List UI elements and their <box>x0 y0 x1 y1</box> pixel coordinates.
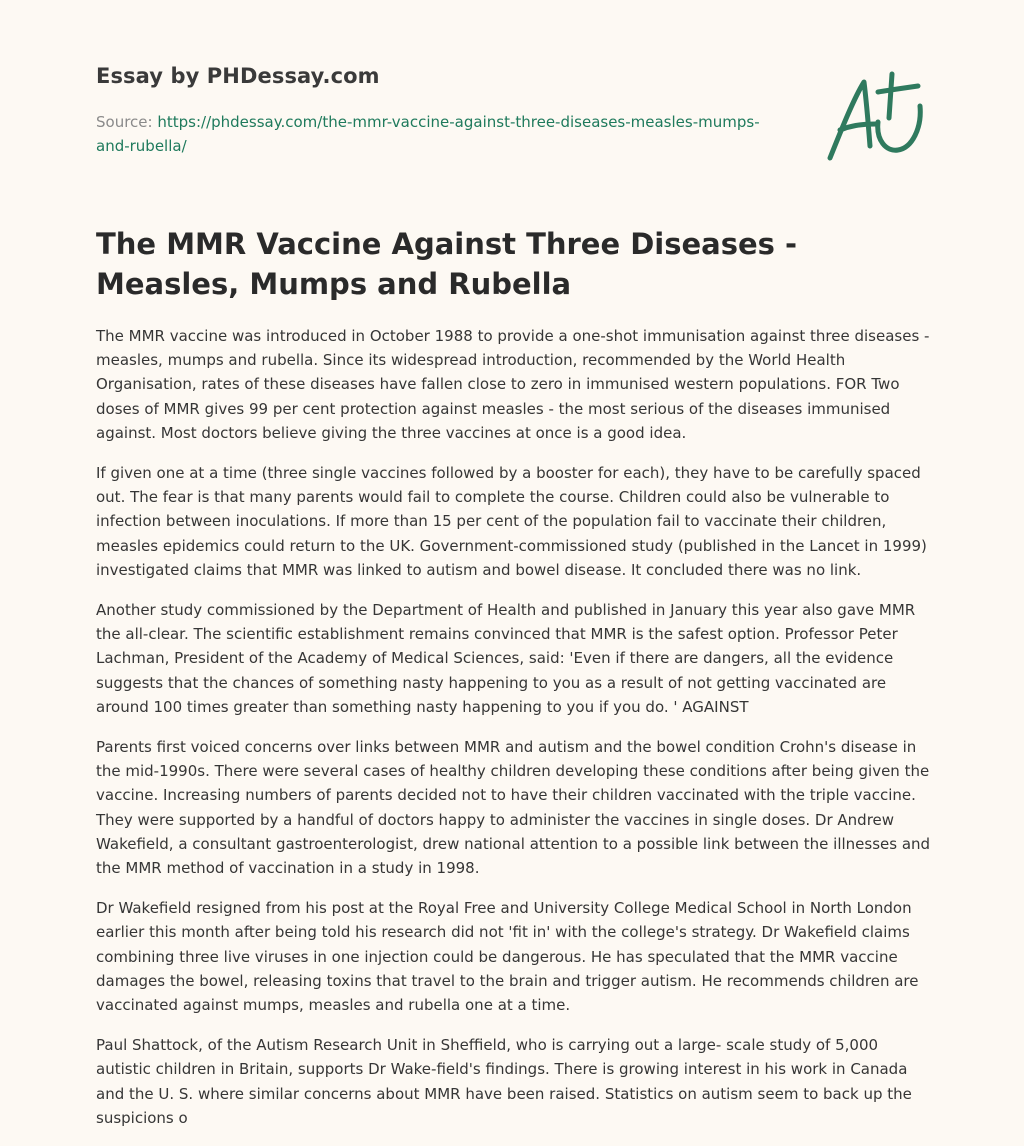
source-line <box>96 110 766 158</box>
source-link[interactable]: https://phdessay.com/the-mmr-vaccine-against-three-diseases-measles-mumps-and-rubella/ <box>96 113 760 155</box>
essay-paragraph: Parents first voiced concerns over links between MMR and autism and the bowel condition Crohn's disease in the mid-1990s. There were several cases of healthy children developing these conditions after being given the vaccine. Increasing numbers of parents decided not to have their children vaccinated with the triple vaccine. They were supported by a handful of doctors happy to administer the vaccines in single doses. Dr Andrew Wakefield, a consultant gastroenterologist, drew national attention to a possible link between the illnesses and the MMR method of vaccination in a study in 1998. <box>96 738 931 878</box>
source-label: Source: <box>96 113 153 131</box>
essay-title: The MMR Vaccine Against Three Diseases - Measles, Mumps and Rubella <box>96 227 798 301</box>
essay-paragraph: Paul Shattock, of the Autism Research Unit in Sheffield, who is carrying out a large- scale study of 5,000 autistic children in Britain, supports Dr Wake-field's findings. There is growing interest in his work in Canada and the U. S. where similar concerns about MMR have been raised. Statistics on autism seem to back up the suspicions o <box>96 1036 912 1127</box>
essay-paragraph: Another study commissioned by the Department of Health and published in January this year also gave MMR the all-clear. The scientific establishment remains convinced that MMR is the safest option. Professor Peter Lachman, President of the Academy of Medical Sciences, said: 'Even if there are dangers, all the evidence suggests that the chances of something nasty happening to you as a result of not getting vaccinated are around 100 times greater than something nasty happening to you if you do. ' AGAINST <box>96 601 916 716</box>
site-title: Essay by PHDessay.com <box>96 64 380 88</box>
essay-paragraph: Dr Wakefield resigned from his post at the Royal Free and University College Medical School in North London earlier this month after being told his research did not 'fit in' with the college's strategy. Dr Wakefield claims combining three live viruses in one injection could be dangerous. He has speculated that the MMR vaccine damages the bowel, releasing toxins that travel to the brain and trigger autism. He recommends children are vaccinated against mumps, measles and rubella one at a time. <box>96 899 919 1015</box>
a-plus-logo-icon <box>820 68 930 168</box>
essay-paragraph: If given one at a time (three single vaccines followed by a booster for each), they have to be carefully spaced out. The fear is that many parents would fail to complete the course. Children could also be vulnerable to infection between inoculations. If more than 15 per cent of the population fail to vaccinate their children, measles epidemics could return to the UK. Government-commissioned study (published in the Lancet in 1999) investigated claims that MMR was linked to autism and bowel disease. It concluded there was no link. <box>96 464 927 579</box>
essay-body <box>96 324 932 1146</box>
essay-paragraph: The MMR vaccine was introduced in October 1988 to provide a one-shot immunisation against three diseases - measles, mumps and rubella. Since its widespread introduction, recommended by the World Health Organisation, rates of these diseases have fallen close to zero in immunised western populations. FOR Two doses of MMR gives 99 per cent protection against measles - the most serious of the diseases immunised against. Most doctors believe giving the three vaccines at once is a good idea. <box>96 327 930 442</box>
